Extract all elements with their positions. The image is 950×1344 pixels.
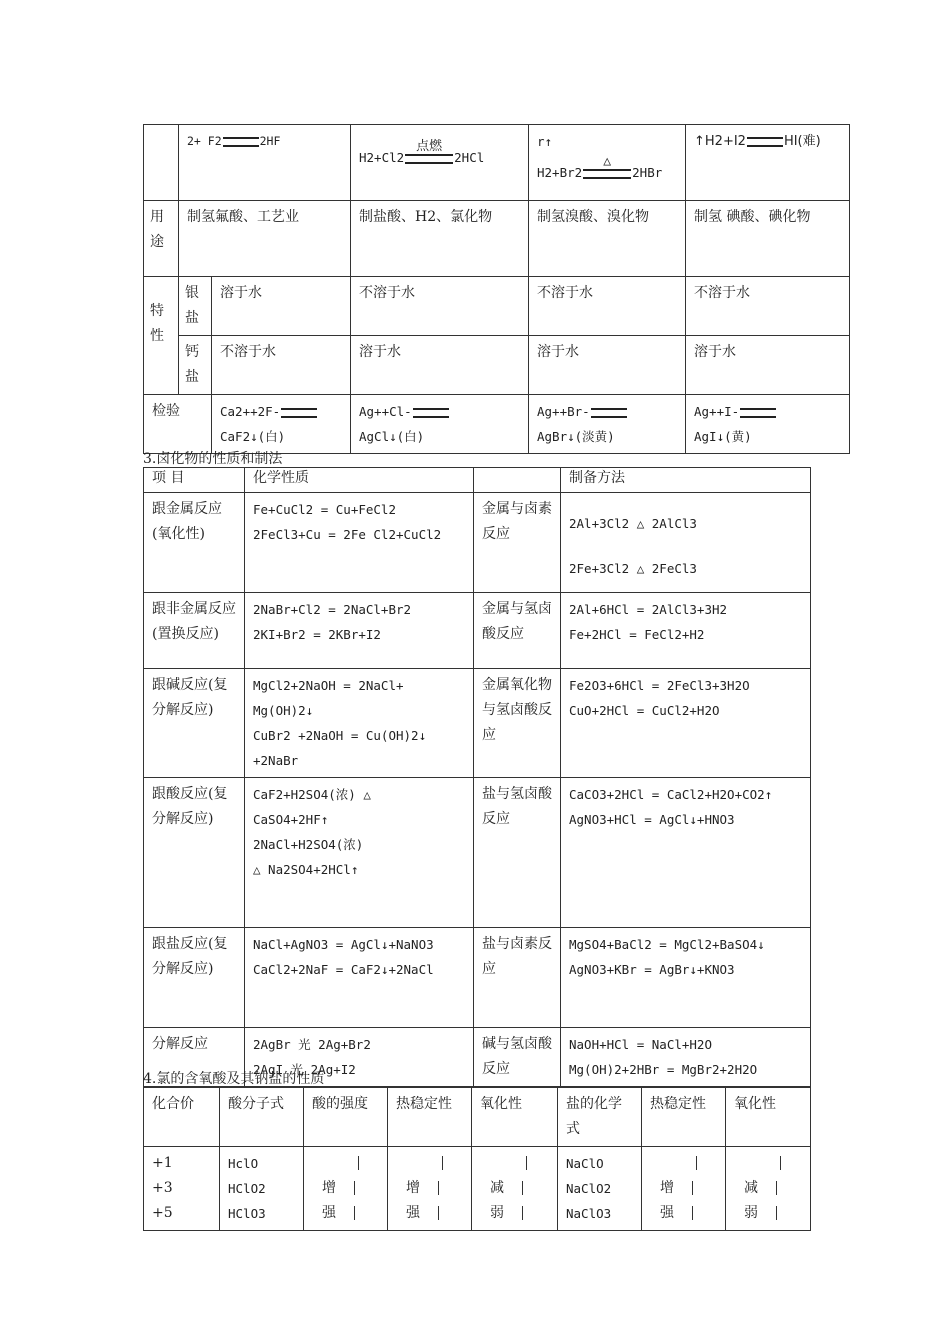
- halide-properties-table: [143, 467, 811, 1087]
- chemical-property-cell: [245, 928, 474, 1028]
- use-hi: 制氢 碘酸、碘化物: [686, 201, 850, 277]
- oxyacid-table: [143, 1087, 811, 1231]
- section-4-title: 4.氯的含氧酸及其钠盐的性质: [143, 1071, 325, 1087]
- equation-line: +2NaBr: [253, 753, 299, 768]
- test-hcl: Ag++Cl- AgCl↓(白): [351, 395, 529, 454]
- equation-line: AgNO3+HCl = AgCl↓+HNO3: [569, 812, 735, 827]
- reaction-type-label: 分解反应: [144, 1028, 245, 1087]
- equation-line: CaF2+H2SO4(浓) △: [253, 787, 371, 802]
- equation-line: 2NaCl+H2SO4(浓): [253, 837, 364, 852]
- prep-type-label: 盐与氢卤酸反应: [474, 778, 561, 928]
- calcium-hi: 溶于水: [686, 336, 850, 395]
- header-blank: [474, 468, 561, 493]
- column-header: 酸的强度: [304, 1088, 388, 1147]
- column-header: 酸分子式: [220, 1088, 304, 1147]
- header-prep: 制备方法: [561, 468, 811, 493]
- equation-line: Fe+2HCl = FeCl2+H2: [569, 627, 705, 642]
- acid-stability-cell: 增 强: [388, 1147, 472, 1231]
- valence-cell: +1 +3 +5: [144, 1147, 220, 1231]
- reaction-type-label: 跟碱反应(复分解反应): [144, 669, 245, 778]
- equation-line: Fe+CuCl2 = Cu+FeCl2: [253, 502, 396, 517]
- header-item: 项 目: [144, 468, 245, 493]
- column-header: 热稳定性: [642, 1088, 726, 1147]
- hbr-formation: r↑ H2+Br2 △ 2HBr: [529, 125, 686, 201]
- calcium-hf: 不溶于水: [212, 336, 351, 395]
- test-hf: Ca2++2F- CaF2↓(白): [212, 395, 351, 454]
- equation-line: 2Al+3Cl2 △ 2AlCl3: [569, 516, 697, 531]
- reaction-type-label: 跟非金属反应(置换反应): [144, 593, 245, 669]
- equation-line: 2AgBr 光 2Ag+Br2: [253, 1037, 371, 1052]
- equation-line: MgSO4+BaCl2 = MgCl2+BaSO4↓: [569, 937, 765, 952]
- column-header: 氧化性: [472, 1088, 558, 1147]
- equation-line: Mg(OH)2↓: [253, 703, 314, 718]
- acid-formula-cell: HclO HClO2 HClO3: [220, 1147, 304, 1231]
- preparation-cell: [561, 778, 811, 928]
- prep-type-label: 金属氧化物与氢卤酸反应: [474, 669, 561, 778]
- column-header: 化合价: [144, 1088, 220, 1147]
- header-chem-props: 化学性质: [245, 468, 474, 493]
- reaction-type-label: 跟酸反应(复分解反应): [144, 778, 245, 928]
- salt-stability-cell: 增 强: [642, 1147, 726, 1231]
- equation-line: Mg(OH)2+2HBr = MgBr2+2H2O: [569, 1062, 758, 1077]
- silver-hi: 不溶于水: [686, 277, 850, 336]
- chemical-property-cell: [245, 493, 474, 593]
- chemical-property-cell: [245, 778, 474, 928]
- preparation-cell: [561, 493, 811, 593]
- reaction-type-label: 跟盐反应(复分解反应): [144, 928, 245, 1028]
- column-header: 盐的化学式: [558, 1088, 642, 1147]
- equation-line: Fe2O3+6HCl = 2FeCl3+3H2O: [569, 678, 750, 693]
- equation-line: 2FeCl3+Cu = 2Fe Cl2+CuCl2: [253, 527, 442, 542]
- silver-salt-label: 银盐: [179, 277, 212, 336]
- silver-hf: 溶于水: [212, 277, 351, 336]
- column-header: 氧化性: [726, 1088, 811, 1147]
- prep-type-label: 碱与氢卤酸反应: [474, 1028, 561, 1087]
- equation-line: CuBr2 +2NaOH = Cu(OH)2↓: [253, 728, 427, 743]
- salt-formula-cell: NaClO NaClO2 NaClO3: [558, 1147, 642, 1231]
- equation-line: 2Al+6HCl = 2AlCl3+3H2: [569, 602, 728, 617]
- use-label: 用途: [144, 201, 179, 277]
- prep-type-label: 盐与卤素反应: [474, 928, 561, 1028]
- chemical-property-cell: [245, 593, 474, 669]
- prep-type-label: 金属与卤素反应: [474, 493, 561, 593]
- calcium-hcl: 溶于水: [351, 336, 529, 395]
- formula-row-label: [144, 125, 179, 201]
- prep-type-label: 金属与氢卤酸反应: [474, 593, 561, 669]
- equation-line: 2AgI 光 2Ag+I2: [253, 1062, 356, 1077]
- hydrogen-halide-table: [143, 124, 850, 454]
- hcl-formation: H2+Cl2 点燃 2HCl: [351, 125, 529, 201]
- calcium-salt-label: 钙盐: [179, 336, 212, 395]
- use-hcl: 制盐酸、H2、氯化物: [351, 201, 529, 277]
- test-hbr: Ag++Br- AgBr↓(淡黄): [529, 395, 686, 454]
- property-label: 特性: [144, 277, 179, 395]
- use-hbr: 制氢溴酸、溴化物: [529, 201, 686, 277]
- reaction-type-label: 跟金属反应(氧化性): [144, 493, 245, 593]
- equation-line: CuO+2HCl = CuCl2+H2O: [569, 703, 720, 718]
- preparation-cell: [561, 669, 811, 778]
- salt-oxidation-cell: 减 弱: [726, 1147, 811, 1231]
- equation-line: 2KI+Br2 = 2KBr+I2: [253, 627, 381, 642]
- equation-line: 2Fe+3Cl2 △ 2FeCl3: [569, 561, 697, 576]
- silver-hbr: 不溶于水: [529, 277, 686, 336]
- chemical-property-cell: [245, 669, 474, 778]
- preparation-cell: [561, 1028, 811, 1087]
- equation-line: CaSO4+2HF↑: [253, 812, 329, 827]
- equation-line: AgNO3+KBr = AgBr↓+KNO3: [569, 962, 735, 977]
- column-header: 热稳定性: [388, 1088, 472, 1147]
- equation-line: CaCl2+2NaF = CaF2↓+2NaCl: [253, 962, 434, 977]
- equation-line: 2NaBr+Cl2 = 2NaCl+Br2: [253, 602, 412, 617]
- preparation-cell: [561, 593, 811, 669]
- equation-line: NaCl+AgNO3 = AgCl↓+NaNO3: [253, 937, 434, 952]
- calcium-hbr: 溶于水: [529, 336, 686, 395]
- test-hi: Ag++I- AgI↓(黄): [686, 395, 850, 454]
- test-label: 检验: [144, 395, 212, 454]
- silver-hcl: 不溶于水: [351, 277, 529, 336]
- hi-formation: ↑H2+I2 HI(难): [686, 125, 850, 201]
- equation-line: NaOH+HCl = NaCl+H2O: [569, 1037, 712, 1052]
- equation-line: MgCl2+2NaOH = 2NaCl+: [253, 678, 404, 693]
- use-hf: 制氢氟酸、工艺业: [179, 201, 351, 277]
- equation-line: CaCO3+2HCl = CaCl2+H2O+CO2↑: [569, 787, 773, 802]
- hf-formation: 2+ F2 2HF: [179, 125, 351, 201]
- acid-oxidation-cell: 减 弱: [472, 1147, 558, 1231]
- acid-strength-cell: 增 强: [304, 1147, 388, 1231]
- equation-line: △ Na2SO4+2HCl↑: [253, 862, 359, 877]
- preparation-cell: [561, 928, 811, 1028]
- section-3-title: 3.卤化物的性质和制法: [143, 451, 283, 467]
